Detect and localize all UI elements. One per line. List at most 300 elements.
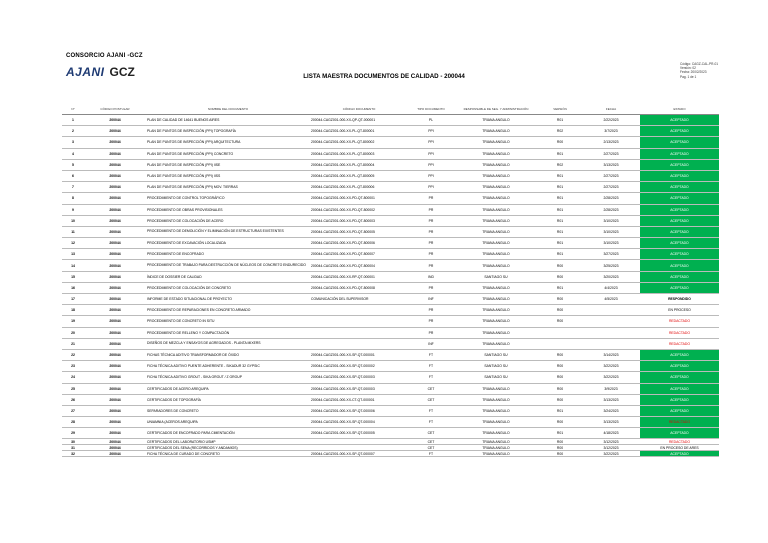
table-cell: 200044: [84, 445, 146, 451]
table-cell: 200044-CAGZ001-000-XX-SP-QT-000003: [310, 383, 408, 394]
status-badge: ACEPTADO: [640, 193, 719, 204]
table-cell: PR: [408, 204, 454, 215]
table-cell: 200044-CAGZ001-000-XX-PD-QT-800003: [310, 215, 408, 226]
table-cell: PLAN DE PUNTOS DE INSPECCIÓN (PPI) IISE: [146, 159, 310, 170]
table-cell: TRIANA ANGULO: [454, 182, 538, 193]
table-cell: 200044-CAGZ001-000-XX-CT-QT-000001: [310, 394, 408, 405]
table-cell: 10: [62, 215, 84, 226]
table-cell: PPI: [408, 170, 454, 181]
master-list-table: [62, 103, 719, 457]
table-row: [62, 394, 719, 405]
table-row: [62, 182, 719, 193]
table-cell: 200044-CAGZ001-000-XX-SP-QT-000001: [310, 349, 408, 360]
table-cell: 200044: [84, 361, 146, 372]
table-cell: 200044: [84, 349, 146, 360]
table-cell: R01: [538, 215, 582, 226]
table-cell: IND: [408, 271, 454, 282]
table-cell: PR: [408, 215, 454, 226]
table-cell: 3/24/2023: [582, 405, 640, 416]
table-cell: R00: [538, 316, 582, 327]
table-cell: TRIANA ANGULO: [454, 405, 538, 416]
table-cell: 30: [62, 439, 84, 445]
table-cell: R01: [538, 428, 582, 439]
table-cell: 3/12/2023: [582, 445, 640, 451]
table-cell: 14: [62, 260, 84, 271]
table-cell: PR: [408, 282, 454, 293]
column-header: RESPONSABLE DE SEG. Y ADMINISTRACIÓN: [454, 103, 538, 115]
table-cell: 12: [62, 238, 84, 249]
table-cell: 7: [62, 182, 84, 193]
table-cell: R00: [538, 383, 582, 394]
table-cell: 200044-CAGZ001-000-XX-PL-QT-800004: [310, 159, 408, 170]
table-cell: 200044: [84, 439, 146, 445]
table-cell: 19: [62, 316, 84, 327]
table-cell: FT: [408, 451, 454, 457]
table-row: [62, 451, 719, 457]
table-cell: TRIANA ANGULO: [454, 126, 538, 137]
status-badge: ACEPTADO: [640, 170, 719, 181]
table-cell: 22: [62, 349, 84, 360]
table-cell: 200044: [84, 327, 146, 338]
table-cell: 2/13/2023: [582, 137, 640, 148]
table-cell: PLAN DE PUNTOS DE INSPECCIÓN (PPI) IISS: [146, 170, 310, 181]
status-badge: ACEPTADO: [640, 428, 719, 439]
table-cell: 200044-CAGZ001-000-XX-PD-QT-800002: [310, 204, 408, 215]
table-cell: 31: [62, 445, 84, 451]
status-badge: REDACTADO: [640, 417, 719, 428]
table-cell: TRIANA ANGULO: [454, 327, 538, 338]
table-cell: R00: [538, 137, 582, 148]
table-cell: 3/22/2023: [582, 372, 640, 383]
table-cell: 200044-CAGZ001-000-XX-PD-QT-800001: [310, 193, 408, 204]
table-cell: FT: [408, 349, 454, 360]
table-cell: 200044-CAGZ001-000-XX-SP-QT-000003: [310, 372, 408, 383]
status-badge: REDACTADO: [640, 316, 719, 327]
table-cell: TRIANA ANGULO: [454, 383, 538, 394]
status-badge: ACEPTADO: [640, 260, 719, 271]
table-row: [62, 294, 719, 305]
table-row: [62, 383, 719, 394]
table-cell: 200044: [84, 115, 146, 126]
table-cell: PLAN DE PUNTOS DE INSPECCIÓN (PPI) CONCRETO: [146, 148, 310, 159]
table-cell: 200044-CAGZ001-000-XX-PD-QT-800005: [310, 226, 408, 237]
table-cell: CERTIFICADOS DEL LABORATORIO USMP: [146, 439, 310, 445]
table-cell: 3/10/2023: [582, 226, 640, 237]
status-badge: ACEPTADO: [640, 271, 719, 282]
table-cell: 24: [62, 372, 84, 383]
table-cell: TRIANA ANGULO: [454, 445, 538, 451]
table-cell: PPI: [408, 148, 454, 159]
table-cell: 200044: [84, 148, 146, 159]
table-cell: SANTIAGO SU: [454, 349, 538, 360]
table-cell: SANTIAGO SU: [454, 372, 538, 383]
table-cell: 3/14/2023: [582, 349, 640, 360]
table-cell: 3: [62, 137, 84, 148]
table-cell: 200044: [84, 451, 146, 457]
table-cell: 2: [62, 126, 84, 137]
table-cell: 3/20/2023: [582, 271, 640, 282]
table-row: [62, 193, 719, 204]
table-cell: TRIANA ANGULO: [454, 226, 538, 237]
table-cell: 5: [62, 159, 84, 170]
table-cell: 20: [62, 327, 84, 338]
table-cell: INF: [408, 338, 454, 349]
status-badge: ACEPTADO: [640, 137, 719, 148]
table-cell: R01: [538, 405, 582, 416]
table-row: [62, 405, 719, 416]
status-badge: RESPONDIDO: [640, 294, 719, 305]
table-cell: 13: [62, 249, 84, 260]
status-badge: ACEPTADO: [640, 451, 719, 457]
table-row: [62, 115, 719, 126]
table-cell: 200044-CAGZ001-000-XX-PD-QT-800006: [310, 238, 408, 249]
table-cell: 18: [62, 305, 84, 316]
table-cell: 200044: [84, 383, 146, 394]
table-cell: 200044-CAGZ001-000-XX-PL-QT-800001: [310, 126, 408, 137]
table-cell: INFORME DE ESTADO SITUACIONAL DE PROYECTO: [146, 294, 310, 305]
status-badge: EN PROCESO DE ARES: [640, 445, 719, 451]
table-cell: 200044: [84, 405, 146, 416]
document-title: LISTA MAESTRA DOCUMENTOS DE CALIDAD - 200044: [303, 73, 465, 80]
table-cell: FT: [408, 361, 454, 372]
table-cell: TRIANA ANGULO: [454, 338, 538, 349]
table-cell: PR: [408, 327, 454, 338]
status-badge: ACEPTADO: [640, 226, 719, 237]
table-cell: R00: [538, 361, 582, 372]
table-row: [62, 126, 719, 137]
table-cell: R01: [538, 193, 582, 204]
table-cell: 200044: [84, 170, 146, 181]
table-cell: [310, 338, 408, 349]
table-cell: FT: [408, 405, 454, 416]
logo-gcz: GCZ: [109, 65, 135, 79]
table-cell: TRIANA ANGULO: [454, 428, 538, 439]
table-cell: 9: [62, 204, 84, 215]
table-cell: R01: [538, 226, 582, 237]
status-badge: ACEPTADO: [640, 405, 719, 416]
table-cell: 200044-CAGZ001-000-XX-SP-QT-000002: [310, 361, 408, 372]
table-cell: ÍNDICE DE DOSSIER DE CALIDAD: [146, 271, 310, 282]
table-row: [62, 316, 719, 327]
table-row: [62, 349, 719, 360]
table-cell: SANTIAGO SU: [454, 271, 538, 282]
table-cell: PR: [408, 249, 454, 260]
table-cell: PROCEDIMIENTO DE COLOCACIÓN DE ACERO: [146, 215, 310, 226]
table-cell: PR: [408, 260, 454, 271]
table-cell: 200044: [84, 394, 146, 405]
meta-line: Versión: 02: [680, 66, 696, 71]
table-cell: TRIANA ANGULO: [454, 238, 538, 249]
column-header: FECHA: [582, 103, 640, 115]
table-cell: CET: [408, 394, 454, 405]
table-cell: 4/5/2023: [582, 294, 640, 305]
meta-line: Código: CAGZ-CAL-PR-01: [680, 62, 719, 66]
company-title: CONSORCIO AJANI -GCZ: [66, 53, 143, 59]
table-cell: PR: [408, 316, 454, 327]
table-cell: 27: [62, 405, 84, 416]
table-cell: FT: [408, 372, 454, 383]
table-cell: PR: [408, 226, 454, 237]
table-cell: 200044-CAGZ001-000-XX-RP-QT-000001: [310, 271, 408, 282]
table-cell: 16: [62, 282, 84, 293]
status-badge: ACEPTADO: [640, 361, 719, 372]
table-cell: 29: [62, 428, 84, 439]
table-cell: 200044-CAGZ001-000-XX-PD-QT-800007: [310, 249, 408, 260]
column-header: N°: [62, 103, 84, 115]
table-cell: 3/12/2023: [582, 439, 640, 445]
table-cell: 200044-CAGZ001-000-XX-SP-QT-000007: [310, 451, 408, 457]
table-cell: PR: [408, 193, 454, 204]
table-cell: [538, 338, 582, 349]
table-cell: TRIANA ANGULO: [454, 249, 538, 260]
table-cell: PROCEDIMIENTO DE OBRAS PROVISIONALES: [146, 204, 310, 215]
table-cell: CERTIFICADOS DEL SENA (RECORRIDOS Y ANDAMIOS): [146, 445, 310, 451]
table-cell: FICHAS TÉCNICA ADITIVO TRANSFORMADOR DE ÓXIDO: [146, 349, 310, 360]
status-badge: EN PROCESO: [640, 305, 719, 316]
table-row: [62, 417, 719, 428]
table-cell: PR: [408, 238, 454, 249]
table-cell: PROCEDIMIENTO DE RELLENO Y COMPACTACIÓN: [146, 327, 310, 338]
table-cell: 3/13/2023: [582, 394, 640, 405]
table-cell: CERTIFICADOS DE ENCOFRADO PARA CIMENTACIÓN: [146, 428, 310, 439]
table-cell: [538, 327, 582, 338]
table-cell: PROCEDIMIENTO DE CONCRETO IN SITU: [146, 316, 310, 327]
table-cell: 200044-CAGZ001-000-XX-PL-QT-800006: [310, 182, 408, 193]
table-cell: 23: [62, 361, 84, 372]
table-cell: TRIANA ANGULO: [454, 204, 538, 215]
table-cell: 200044: [84, 182, 146, 193]
table-cell: TRIANA ANGULO: [454, 115, 538, 126]
table-cell: R01: [538, 115, 582, 126]
table-cell: PROCEDIMIENTO DE EXCAVACIÓN LOCALIZADA: [146, 238, 310, 249]
table-row: [62, 238, 719, 249]
table-cell: 200044: [84, 338, 146, 349]
table-cell: 26: [62, 394, 84, 405]
table-cell: 200044-CAGZ001-000-XX-PD-QT-800004: [310, 260, 408, 271]
table-cell: TRIANA ANGULO: [454, 394, 538, 405]
table-cell: 2/27/2023: [582, 148, 640, 159]
column-header: CÓDIGO DOCUMENTO: [310, 103, 408, 115]
meta-line: Fecha: 20/02/2023: [680, 70, 707, 75]
table-cell: FICHA TÉCNICA ADITIVO GROUT - SIKA GROUT / Z GROUP: [146, 372, 310, 383]
table-cell: R01: [538, 282, 582, 293]
table-cell: CET: [408, 428, 454, 439]
table-cell: 200044: [84, 282, 146, 293]
table-cell: [582, 327, 640, 338]
table-cell: COMUNICACIÓN DEL SUPERVISOR: [310, 294, 408, 305]
table-cell: R02: [538, 159, 582, 170]
table-cell: PR: [408, 305, 454, 316]
table-cell: 3/10/2023: [582, 238, 640, 249]
table-cell: TRIANA ANGULO: [454, 305, 538, 316]
table-cell: [310, 327, 408, 338]
status-badge: ACEPTADO: [640, 383, 719, 394]
status-badge: ACEPTADO: [640, 349, 719, 360]
status-badge: ACEPTADO: [640, 159, 719, 170]
table-cell: TRIANA ANGULO: [454, 282, 538, 293]
status-badge: ACEPTADO: [640, 182, 719, 193]
table-cell: INF: [408, 294, 454, 305]
table-cell: 200044: [84, 215, 146, 226]
status-badge: ACEPTADO: [640, 372, 719, 383]
table-cell: R02: [538, 126, 582, 137]
table-cell: 200044: [84, 193, 146, 204]
table-cell: R01: [538, 170, 582, 181]
table-cell: 200044-CAGZ001-000-XX-SP-QT-000004: [310, 417, 408, 428]
table-cell: [582, 305, 640, 316]
table-cell: 21: [62, 338, 84, 349]
table-cell: TRIANA ANGULO: [454, 148, 538, 159]
status-badge: REDACTADO: [640, 327, 719, 338]
table-cell: PLAN DE PUNTOS DE INSPECCIÓN (PPI) TOPOGRAFÍA: [146, 126, 310, 137]
table-cell: FT: [408, 417, 454, 428]
table-row: [62, 428, 719, 439]
table-cell: 3/27/2023: [582, 249, 640, 260]
table-cell: R00: [538, 451, 582, 457]
table-cell: 3/7/2023: [582, 126, 640, 137]
table-cell: R00: [538, 271, 582, 282]
status-badge: ACEPTADO: [640, 126, 719, 137]
table-cell: PLAN DE PUNTOS DE INSPECCIÓN (PPI) ARQUITECTURA: [146, 137, 310, 148]
table-cell: PROCEDIMIENTO DE CONTROL TOPOGRÁFICO: [146, 193, 310, 204]
table-cell: 200044: [84, 294, 146, 305]
table-cell: TRIANA ANGULO: [454, 137, 538, 148]
status-badge: ACEPTADO: [640, 204, 719, 215]
table-row: [62, 148, 719, 159]
table-cell: 200044-CAGZ001-000-XX-PL-QT-800002: [310, 137, 408, 148]
table-cell: CERTIFICADOS DE ACERO AREQUIPA: [146, 383, 310, 394]
table-cell: 3/22/2023: [582, 451, 640, 457]
table-cell: 4: [62, 148, 84, 159]
table-cell: CET: [408, 383, 454, 394]
table-cell: 28: [62, 417, 84, 428]
table-cell: PPI: [408, 137, 454, 148]
table-cell: 3/22/2023: [582, 361, 640, 372]
table-cell: PPI: [408, 182, 454, 193]
table-cell: R01: [538, 238, 582, 249]
table-cell: PPI: [408, 159, 454, 170]
table-cell: R00: [538, 372, 582, 383]
logo-ajani: AJANI: [66, 65, 105, 79]
status-badge: ACEPTADO: [640, 249, 719, 260]
table-cell: 200044: [84, 137, 146, 148]
table-row: [62, 361, 719, 372]
table-cell: 2/27/2023: [582, 170, 640, 181]
table-cell: 200044-CAGZ001-000-XX-PL-QT-800003: [310, 148, 408, 159]
table-cell: PROCEDIMIENTO DE COLOCACIÓN DE CONCRETO: [146, 282, 310, 293]
document-meta: [680, 62, 718, 79]
table-cell: 3/25/2023: [582, 260, 640, 271]
table-cell: 2/28/2023: [582, 204, 640, 215]
table-cell: SANTIAGO SU: [454, 361, 538, 372]
table-cell: 3/13/2023: [582, 417, 640, 428]
table-cell: 200044-CAGZ001-000-XX-SP-QT-000006: [310, 405, 408, 416]
table-cell: 11: [62, 226, 84, 237]
table-cell: R00: [538, 260, 582, 271]
table-cell: 32: [62, 451, 84, 457]
column-header: CÓDIGO POSTULAR: [84, 103, 146, 115]
table-row: [62, 249, 719, 260]
table-cell: 3/13/2023: [582, 159, 640, 170]
table-cell: 200044: [84, 305, 146, 316]
table-cell: R00: [538, 417, 582, 428]
table-cell: TRIANA ANGULO: [454, 451, 538, 457]
table-cell: TRIANA ANGULO: [454, 260, 538, 271]
status-badge: ACEPTADO: [640, 148, 719, 159]
table-cell: 15: [62, 271, 84, 282]
table-cell: 2/28/2023: [582, 193, 640, 204]
table-cell: TRIANA ANGULO: [454, 417, 538, 428]
table-cell: PROCEDIMIENTO DE DEMOLICIÓN Y ELIMINACIÓN DE ESTRUCTURAS EXISTENTES: [146, 226, 310, 237]
table-cell: PROCEDIMIENTO DE TRABAJO PARA DESTRUCCIÓN DE NÚCLEOS DE CONCRETO ENDURECIDO: [146, 260, 310, 271]
status-badge: ACEPTADO: [640, 238, 719, 249]
column-header: VERSIÓN: [538, 103, 582, 115]
table-cell: R00: [538, 439, 582, 445]
table-cell: 1: [62, 115, 84, 126]
table-cell: 8: [62, 193, 84, 204]
table-cell: PLAN DE CALIDAD DE 14641 BUENOS AIRES: [146, 115, 310, 126]
column-header: TIPO DOCUMENTO: [408, 103, 454, 115]
table-cell: TRIANA ANGULO: [454, 316, 538, 327]
table-cell: FICHA TÉCNICA ADITIVO PUENTE ADHERENTE - SIKADUR 32 GYPSIC: [146, 361, 310, 372]
table-cell: [582, 316, 640, 327]
column-header: NOMBRE DEL DOCUMENTO: [146, 103, 310, 115]
table-cell: R00: [538, 349, 582, 360]
table-cell: CET: [408, 445, 454, 451]
table-cell: PROCEDIMIENTO DE ENCOFRADO: [146, 249, 310, 260]
table-row: [62, 215, 719, 226]
column-header: ESTADO: [640, 103, 719, 115]
status-badge: REDACTADO: [640, 338, 719, 349]
table-cell: 200044: [84, 204, 146, 215]
table-cell: PPI: [408, 126, 454, 137]
table-cell: UNIAMNIA (ACEROS AREQUIPA: [146, 417, 310, 428]
table-cell: 200044-CAGZ001-000-XX-SP-QT-000005: [310, 428, 408, 439]
table-body: [62, 115, 719, 457]
status-badge: REDACTADO: [640, 439, 719, 445]
table-cell: TRIANA ANGULO: [454, 439, 538, 445]
table-cell: 200044: [84, 159, 146, 170]
table-cell: 200044: [84, 417, 146, 428]
table-cell: 200044: [84, 316, 146, 327]
table-cell: PROCEDIMIENTO DE REPARACIONES EN CONCRETO ARMADO: [146, 305, 310, 316]
table-cell: 200044: [84, 428, 146, 439]
table-row: [62, 170, 719, 181]
status-badge: ACEPTADO: [640, 394, 719, 405]
table-cell: FICHA TÉCNICA DE CURADO DE CONCRETO: [146, 451, 310, 457]
table-cell: 2/22/2023: [582, 115, 640, 126]
table-header-row: [62, 103, 719, 115]
table-cell: 17: [62, 294, 84, 305]
table-cell: PL: [408, 115, 454, 126]
table-cell: 3/10/2023: [582, 215, 640, 226]
table-cell: R00: [538, 445, 582, 451]
table-cell: 2/27/2023: [582, 182, 640, 193]
table-cell: 4/18/2023: [582, 428, 640, 439]
table-cell: 200044: [84, 238, 146, 249]
table-row: [62, 372, 719, 383]
table-row: [62, 204, 719, 215]
table-cell: 200044-CAGZ001-000-XX-PD-QT-800008: [310, 282, 408, 293]
table-row: [62, 271, 719, 282]
table-cell: 200044: [84, 226, 146, 237]
table-cell: TRIANA ANGULO: [454, 193, 538, 204]
status-badge: ACEPTADO: [640, 115, 719, 126]
status-badge: ACEPTADO: [640, 282, 719, 293]
table-cell: 200044-CAGZ001-000-XX-PL-QT-800005: [310, 170, 408, 181]
table-row: [62, 282, 719, 293]
table-cell: TRIANA ANGULO: [454, 294, 538, 305]
